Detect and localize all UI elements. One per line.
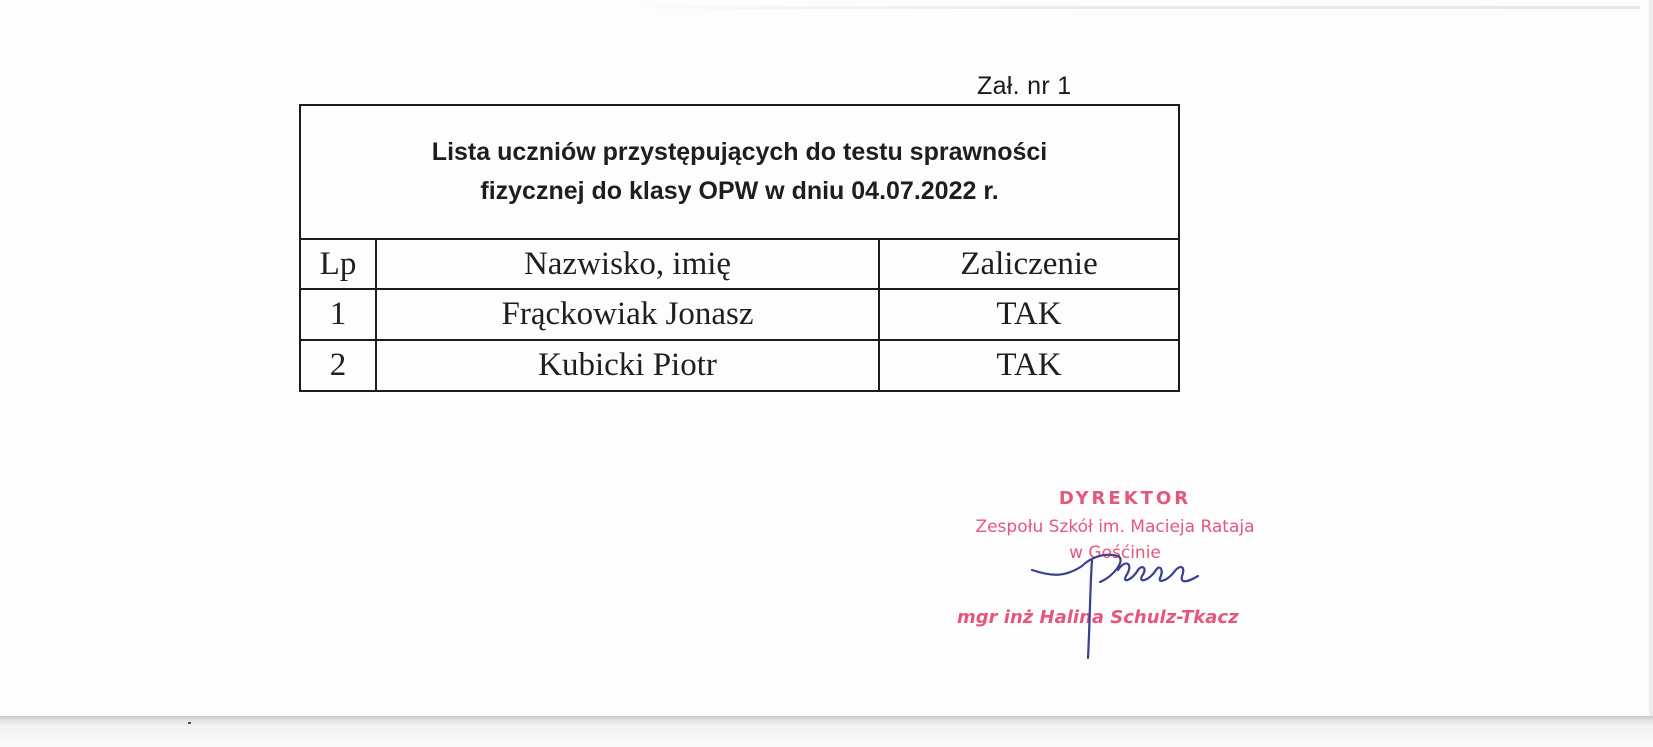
header-result: Zaliczenie	[879, 239, 1179, 289]
table-row	[300, 340, 1179, 391]
student-list-table	[299, 104, 1180, 392]
table-title-line-2: fizycznej do klasy OPW w dniu 04.07.2022 r.	[480, 177, 999, 205]
table-title-line-1: Lista uczniów przystępujących do testu sprawności	[431, 138, 1048, 166]
table-row	[300, 289, 1179, 340]
row-number: 1	[300, 289, 376, 340]
scan-speck	[188, 722, 191, 724]
row-result: TAK	[879, 289, 1179, 340]
scan-edge-top	[600, 6, 1640, 9]
attachment-number: Zał. nr 1	[977, 72, 1072, 100]
scan-edge-bottom	[0, 716, 1653, 747]
header-lp: Lp	[300, 239, 376, 289]
row-student-name: Kubicki Piotr	[376, 340, 879, 391]
scan-edge-right	[1649, 0, 1653, 747]
handwritten-signature	[1030, 540, 1230, 660]
stamp-director-name: mgr inż Halina Schulz-Tkacz	[957, 607, 1239, 628]
table-title	[300, 105, 1179, 239]
table-title-row	[300, 105, 1179, 239]
stamp-school-name: Zespołu Szkół im. Macieja Rataja	[975, 517, 1255, 537]
header-name: Nazwisko, imię	[376, 239, 879, 289]
stamp-location: w Gośćinie	[1069, 543, 1161, 563]
row-result: TAK	[879, 340, 1179, 391]
table-header-row	[300, 239, 1179, 289]
stamp-title: DYREKTOR	[1058, 488, 1192, 509]
row-student-name: Frąckowiak Jonasz	[376, 289, 879, 340]
row-number: 2	[300, 340, 376, 391]
